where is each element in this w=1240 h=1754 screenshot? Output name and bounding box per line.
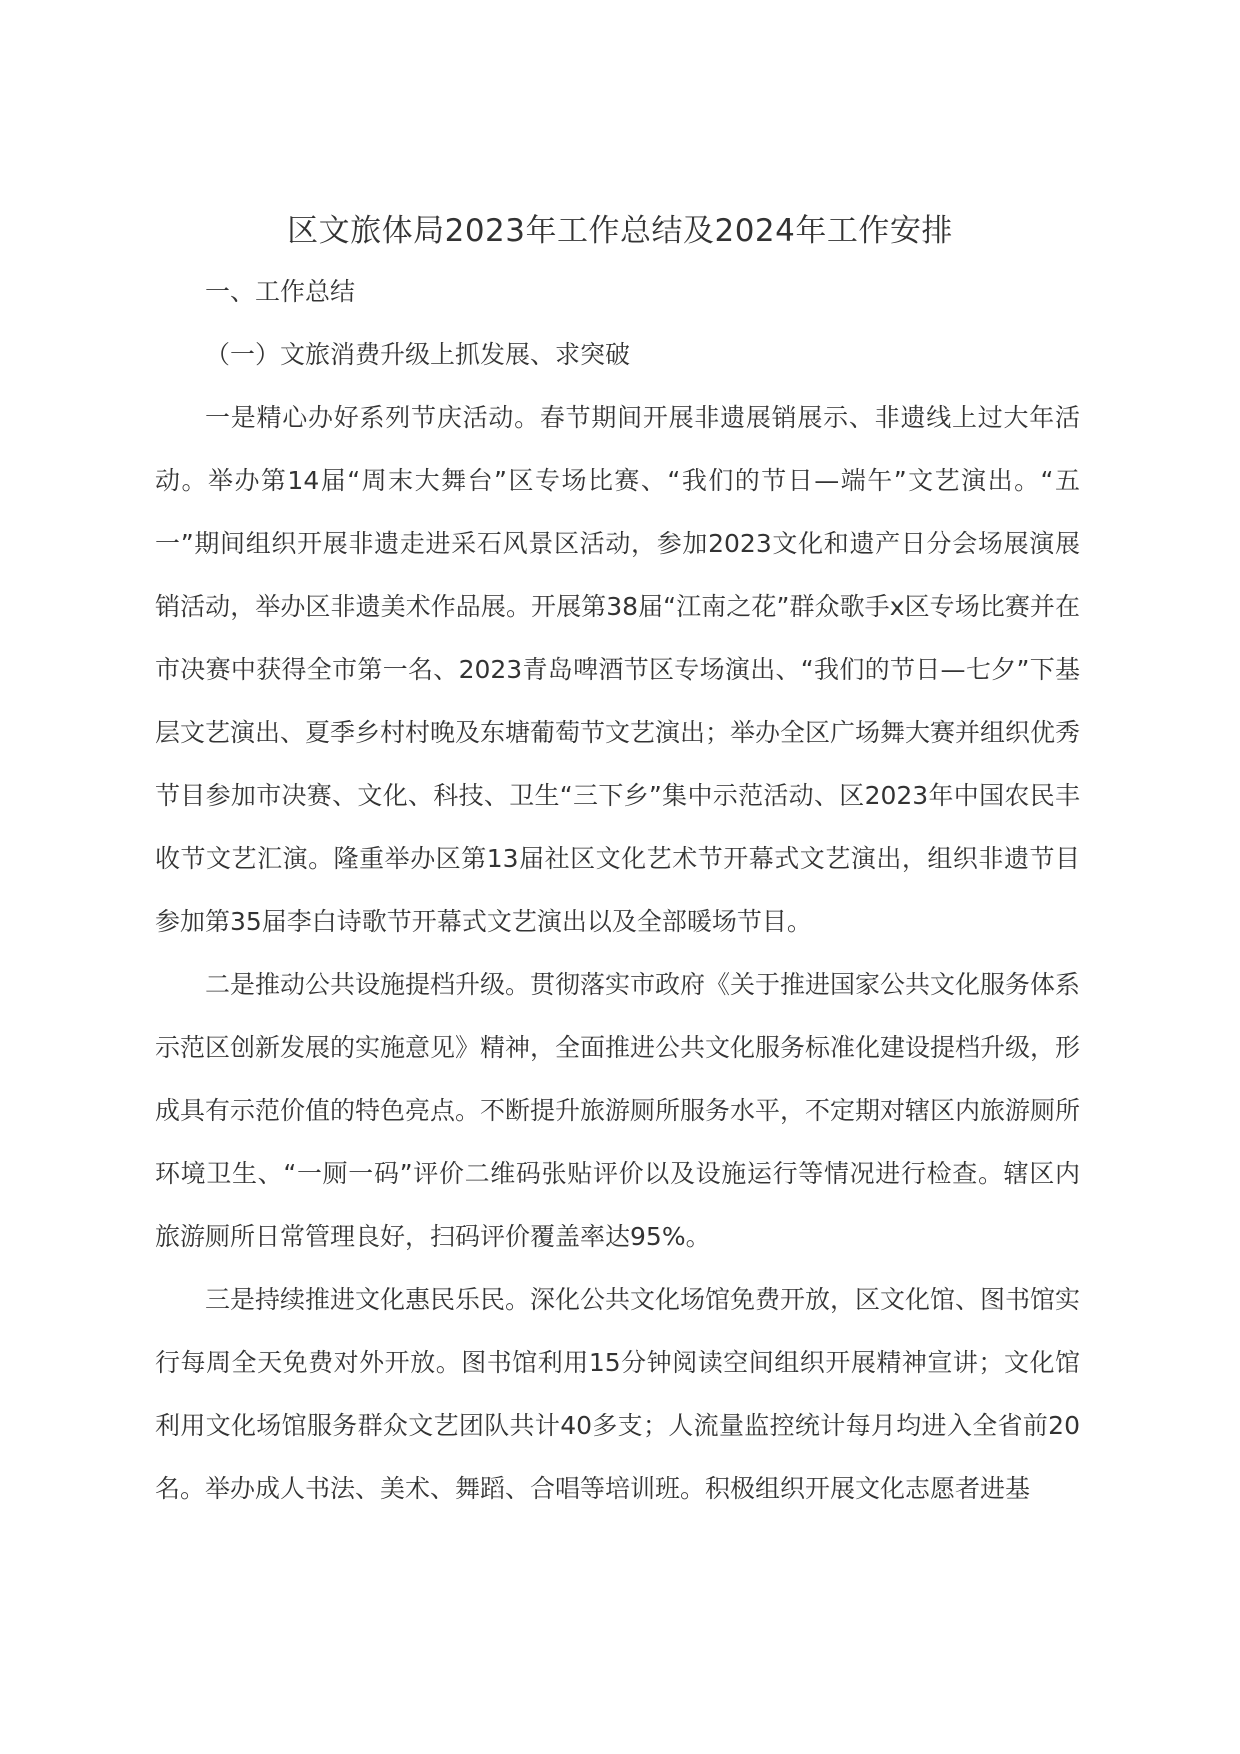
document-body	[155, 260, 1080, 1520]
subsection-heading-consumption-upgrade: （一）文旅消费升级上抓发展、求突破	[205, 340, 631, 369]
document-title: 区文旅体局2023年工作总结及2024年工作安排	[287, 212, 953, 249]
section-heading-work-summary: 一、工作总结	[205, 277, 356, 306]
paragraph-festival-activities: 一是精心办好系列节庆活动。春节期间开展非遗展销展示、非遗线上过大年活动。举办第14届“周末大舞台”区专场比赛、“我们的节日—端午”文艺演出。“五一”期间组织开展非遗走进采石风景区活动，参加2023文化和遗产日分会场展演展销活动，举办区非遗美术作品展。开展第38届“江南之花”群众歌手x区专场比赛并在市决赛中获得全市第一名、2023青岛啤酒节区专场演出、“我们的节日—七夕”下基层文艺演出、夏季乡村村晚及东塘葡萄节文艺演出；举办全区广场舞大赛并组织优秀节目参加市决赛、文化、科技、卫生“三下乡”集中示范活动、区2023年中国农民丰收节文艺汇演。隆重举办区第13届社区文化艺术节开幕式文艺演出，组织非遗节目参加第35届李白诗歌节开幕式文艺演出以及全部暖场节目。	[155, 403, 1081, 936]
paragraph-cultural-benefits: 三是持续推进文化惠民乐民。深化公共文化场馆免费开放，区文化馆、图书馆实行每周全天免费对外开放。图书馆利用15分钟阅读空间组织开展精神宣讲；文化馆利用文化场馆服务群众文艺团队共计40多支；人流量监控统计每月均进入全省前20名。举办成人书法、美术、舞蹈、合唱等培训班。积极组织开展文化志愿者进基	[155, 1285, 1081, 1503]
paragraph-public-facilities: 二是推动公共设施提档升级。贯彻落实市政府《关于推进国家公共文化服务体系示范区创新发展的实施意见》精神，全面推进公共文化服务标准化建设提档升级，形成具有示范价值的特色亮点。不断提升旅游厕所服务水平，不定期对辖区内旅游厕所环境卫生、“一厕一码”评价二维码张贴评价以及设施运行等情况进行检查。辖区内旅游厕所日常管理良好，扫码评价覆盖率达95%。	[155, 970, 1081, 1251]
